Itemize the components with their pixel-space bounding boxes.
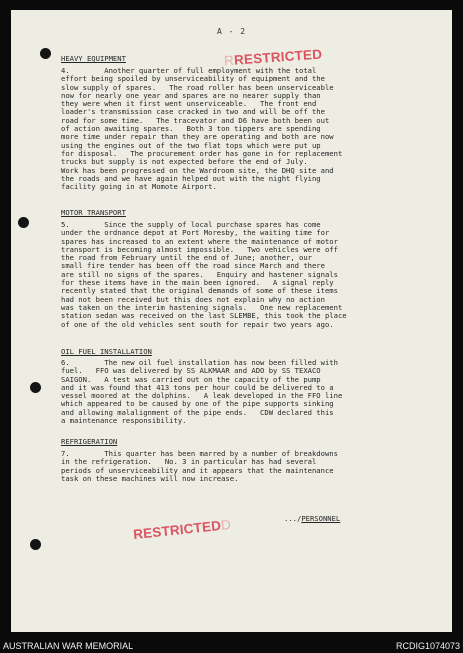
restricted-stamp-top: RRESTRICTED <box>223 46 323 69</box>
text-line: 5. Since the supply of local purchase spares has come <box>61 220 321 229</box>
text-line: 7. This quarter has been marred by a number of breakdowns <box>61 449 338 458</box>
text-line: a maintenance responsibility. <box>61 416 187 426</box>
punch-hole <box>18 217 29 228</box>
text-line: Work has been progressed on the Wardroom site, the DHQ site and <box>61 165 334 175</box>
text-line: loader's transmission case cracked in two and will be off the <box>61 107 325 117</box>
section-heading: MOTOR TRANSPORT <box>61 208 126 217</box>
punch-hole <box>30 539 41 550</box>
text-line: task on these machines will now increase. <box>61 473 239 483</box>
text-line: recently stated that the original demands of some of these items <box>61 286 338 296</box>
section-heading: REFRIGERATION <box>61 437 118 446</box>
text-line: and allowing malalignment of the pipe ends. CDW declared this <box>61 407 334 417</box>
text-line: trucks but supply is not expected before the end of July. <box>61 157 308 167</box>
restricted-stamp-bottom: RESTRICTEDD <box>132 516 232 543</box>
text-line: spares has increased to an extent where the maintenance of motor <box>61 236 338 246</box>
footer-institution: AUSTRALIAN WAR MEMORIAL <box>3 641 134 651</box>
punch-hole <box>40 48 51 59</box>
text-line: of action awaiting spares. Both 3 ton tippers are spending <box>61 124 321 134</box>
text-line: using the engines out of the two flat tops which were put up <box>61 140 321 150</box>
section-body <box>61 359 413 425</box>
text-line: 4. Another quarter of full employment with the total <box>61 66 317 75</box>
section-heading: OIL FUEL INSTALLATION <box>61 347 152 356</box>
text-line: road for some time. The tracevator and D6 have both been out <box>61 115 330 125</box>
section-body <box>61 67 413 191</box>
text-line: periods of unserviceability and it appears that the maintenance <box>61 465 334 475</box>
archive-footer <box>0 640 463 653</box>
text-line: fuel. FFO was delivered by SS ALKMAAR and ADO by SS TEXACO <box>61 366 321 376</box>
text-line: the roads and we have again helped out with the night flying <box>61 173 321 183</box>
section-body <box>61 450 413 483</box>
punch-hole <box>30 382 41 393</box>
text-line: for these items have in the main been ignored. A signal reply <box>61 278 334 288</box>
text-line: of one of the old vehicles sent south for repair two years ago. <box>61 319 334 329</box>
text-line: the road from February until the end of June; another, our <box>61 253 312 263</box>
text-line: had not been received but this does not explain why no action <box>61 294 325 304</box>
text-line: vessel moored at the dolphins. A leak developed in the FFO line <box>61 391 343 401</box>
text-line: for disposal. The procurement order has gone in for replacement <box>61 148 343 158</box>
text-line: slow supply of spares. The road roller has been unserviceable <box>61 82 334 92</box>
section-body <box>61 221 413 329</box>
text-line: effort being spoiled by unserviceability of equipment and the <box>61 74 325 84</box>
section-heading: HEAVY EQUIPMENT <box>61 54 126 63</box>
text-line: now for nearly one year and spares are no nearer supply than <box>61 90 321 100</box>
text-line: facility going in at Momote Airport. <box>61 182 217 192</box>
text-line: under the ordnance depot at Port Moresby, the waiting time for <box>61 228 330 238</box>
text-line: SAIGON. A test was carried out on the capacity of the pump <box>61 374 321 384</box>
text-line: transport is becoming almost impossible. Two vehicles were off <box>61 244 338 254</box>
document-page <box>11 10 452 632</box>
text-line: in the refrigeration. No. 3 in particular has had several <box>61 457 317 467</box>
continuation-note: .../PERSONNEL <box>284 514 341 523</box>
text-line: was taken on the interim hastening signals. One new replacement <box>61 302 343 312</box>
text-line: more time under repair than they are operating and both are now <box>61 132 334 142</box>
text-line: which appeared to be caused by one of the pipe supports sinking <box>61 399 334 409</box>
text-line: are still no signs of the spares. Enquiry and hastener signals <box>61 269 338 279</box>
text-line: they were when it first went unserviceable. The front end <box>61 99 317 109</box>
text-line: small fire tender has been off the road since March and there <box>61 261 325 271</box>
text-line: 6. The new oil fuel installation has now been filled with <box>61 358 338 367</box>
text-line: and it was found that 413 tons per hour could be delivered to a <box>61 382 334 392</box>
page-number: A - 2 <box>216 27 247 36</box>
text-line: station sedan was received on the last SLEMBE, this took the place <box>61 311 347 321</box>
footer-reference: RCDIG1074073 <box>395 641 460 651</box>
